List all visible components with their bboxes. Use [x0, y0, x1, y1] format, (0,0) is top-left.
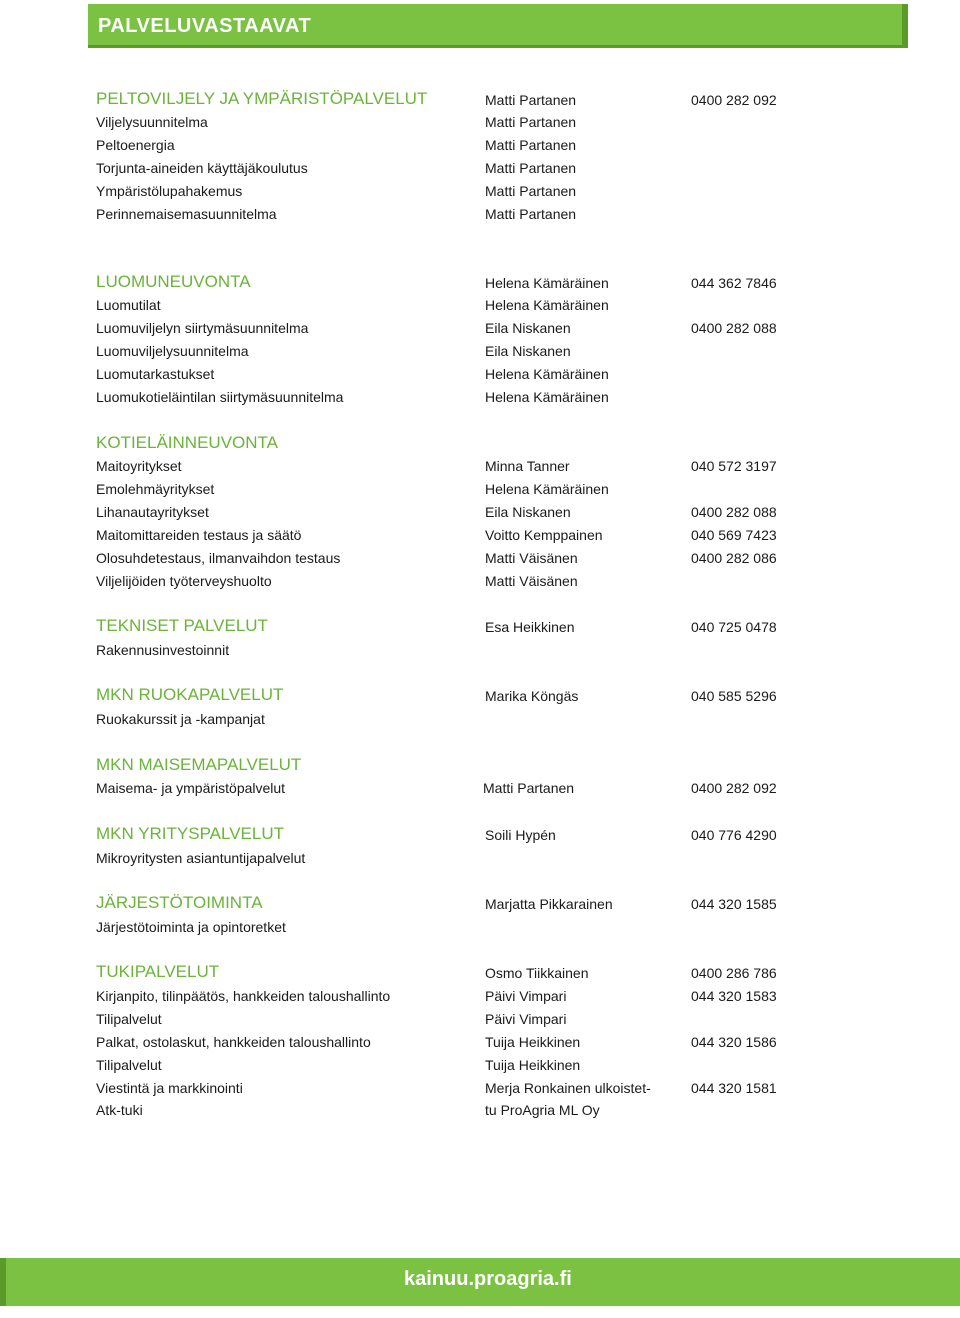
service-name: Viljelijöiden työterveyshuolto: [96, 573, 272, 589]
service-name: Emolehmäyritykset: [96, 481, 215, 497]
contact-person: Matti Partanen: [485, 183, 577, 199]
footer-url: kainuu.proagria.fi: [404, 1268, 572, 1290]
service-row: [0, 550, 960, 572]
service-row: [0, 711, 960, 733]
contact-person: Marjatta Pikkarainen: [485, 896, 613, 912]
contact-person: Matti Väisänen: [485, 550, 578, 566]
contact-person: Matti Partanen: [485, 206, 577, 222]
service-row: [0, 504, 960, 526]
service-row: [0, 1102, 960, 1124]
section-heading-row: [0, 755, 960, 780]
service-name: Viljelysuunnitelma: [96, 114, 208, 130]
contact-person: Matti Partanen: [483, 780, 575, 796]
phone-number: 044 362 7846: [691, 275, 777, 291]
section-title: TUKIPALVELUT: [96, 962, 220, 981]
phone-number: 0400 282 092: [691, 92, 777, 108]
service-row: [0, 850, 960, 872]
phone-number: 040 572 3197: [691, 458, 777, 474]
service-name: Järjestötoiminta ja opintoretket: [96, 919, 286, 935]
section-heading-row: [0, 433, 960, 458]
service-name: Luomuviljelysuunnitelma: [96, 343, 249, 359]
service-name: Kirjanpito, tilinpäätös, hankkeiden taloushallinto: [96, 988, 391, 1004]
section-title: JÄRJESTÖTOIMINTA: [96, 893, 263, 912]
service-row: [0, 160, 960, 182]
contact-person: Esa Heikkinen: [485, 619, 575, 635]
contact-person: Matti Partanen: [485, 160, 577, 176]
phone-number: 040 569 7423: [691, 527, 777, 543]
contact-person: tu ProAgria ML Oy: [485, 1102, 600, 1118]
service-row: [0, 114, 960, 136]
service-name: Maisema- ja ympäristöpalvelut: [96, 780, 286, 796]
section-heading-row: [0, 89, 960, 114]
contact-person: Voitto Kemppainen: [485, 527, 603, 543]
service-row: [0, 988, 960, 1010]
service-name: Atk-tuki: [96, 1102, 143, 1118]
service-row: [0, 780, 960, 802]
section-heading-row: [0, 893, 960, 918]
contact-person: Soili Hypén: [485, 827, 556, 843]
service-row: [0, 1011, 960, 1033]
service-row: [0, 320, 960, 342]
contact-person: Merja Ronkainen ulkoistet-: [485, 1080, 651, 1096]
service-name: Peltoenergia: [96, 137, 175, 153]
service-row: [0, 458, 960, 480]
phone-number: 0400 282 088: [691, 320, 777, 336]
service-name: Luomuviljelyn siirtymäsuunnitelma: [96, 320, 309, 336]
service-name: Torjunta-aineiden käyttäjäkoulutus: [96, 160, 308, 176]
service-name: Tilipalvelut: [96, 1057, 162, 1073]
service-name: Rakennusinvestoinnit: [96, 642, 230, 658]
section-title: TEKNISET PALVELUT: [96, 616, 268, 635]
phone-number: 044 320 1583: [691, 988, 777, 1004]
contact-person: Helena Kämäräinen: [485, 481, 609, 497]
service-row: [0, 481, 960, 503]
phone-number: 0400 282 088: [691, 504, 777, 520]
contact-person: Eila Niskanen: [485, 343, 571, 359]
service-name: Luomutarkastukset: [96, 366, 215, 382]
service-name: Luomukotieläintilan siirtymäsuunnitelma: [96, 389, 344, 405]
section-title: PELTOVILJELY JA YMPÄRISTÖPALVELUT: [96, 89, 428, 108]
contact-person: Marika Köngäs: [485, 688, 579, 704]
service-name: Maitoyritykset: [96, 458, 182, 474]
phone-number: 0400 282 092: [691, 780, 777, 796]
service-row: [0, 366, 960, 388]
contact-person: Helena Kämäräinen: [485, 297, 609, 313]
contact-person: Tuija Heikkinen: [485, 1034, 581, 1050]
service-row: [0, 1034, 960, 1056]
phone-number: 040 725 0478: [691, 619, 777, 635]
service-name: Tilipalvelut: [96, 1011, 162, 1027]
section-title: LUOMUNEUVONTA: [96, 272, 251, 291]
service-row: [0, 573, 960, 595]
section-title: KOTIELÄINNEUVONTA: [96, 433, 278, 452]
contact-person: Tuija Heikkinen: [485, 1057, 581, 1073]
contact-person: Osmo Tiikkainen: [485, 965, 589, 981]
contact-person: Matti Väisänen: [485, 573, 578, 589]
section-heading-row: [0, 685, 960, 710]
service-row: [0, 919, 960, 941]
section-heading-row: [0, 962, 960, 987]
service-row: [0, 389, 960, 411]
contact-person: Helena Kämäräinen: [485, 366, 609, 382]
service-name: Mikroyritysten asiantuntijapalvelut: [96, 850, 306, 866]
service-row: [0, 297, 960, 319]
phone-number: 0400 286 786: [691, 965, 777, 981]
service-name: Lihanautayritykset: [96, 504, 209, 520]
service-row: [0, 183, 960, 205]
title-banner: [88, 4, 908, 48]
service-row: [0, 137, 960, 159]
service-row: [0, 1080, 960, 1102]
contact-person: Päivi Vimpari: [485, 1011, 567, 1027]
phone-number: 0400 282 086: [691, 550, 777, 566]
contact-person: Matti Partanen: [485, 92, 577, 108]
page-title: PALVELUVASTAAVAT: [98, 15, 312, 37]
phone-number: 040 776 4290: [691, 827, 777, 843]
service-name: Maitomittareiden testaus ja säätö: [96, 527, 302, 543]
service-name: Viestintä ja markkinointi: [96, 1080, 243, 1096]
contact-person: Päivi Vimpari: [485, 988, 567, 1004]
service-row: [0, 343, 960, 365]
phone-number: 040 585 5296: [691, 688, 777, 704]
service-row: [0, 527, 960, 549]
section-title: MKN RUOKAPALVELUT: [96, 685, 284, 704]
contact-person: Minna Tanner: [485, 458, 570, 474]
section-title: MKN MAISEMAPALVELUT: [96, 755, 302, 774]
contact-person: Eila Niskanen: [485, 320, 571, 336]
service-name: Olosuhdetestaus, ilmanvaihdon testaus: [96, 550, 341, 566]
service-name: Ympäristölupahakemus: [96, 183, 243, 199]
service-name: Palkat, ostolaskut, hankkeiden taloushallinto: [96, 1034, 371, 1050]
service-name: Perinnemaisemasuunnitelma: [96, 206, 277, 222]
phone-number: 044 320 1586: [691, 1034, 777, 1050]
phone-number: 044 320 1585: [691, 896, 777, 912]
service-row: [0, 206, 960, 228]
service-row: [0, 1057, 960, 1079]
service-name: Ruokakurssit ja -kampanjat: [96, 711, 265, 727]
section-heading-row: [0, 824, 960, 849]
section-title: MKN YRITYSPALVELUT: [96, 824, 284, 843]
contact-person: Helena Kämäräinen: [485, 389, 609, 405]
service-row: [0, 642, 960, 664]
section-heading-row: [0, 616, 960, 641]
footer-banner: [0, 1258, 960, 1306]
contact-person: Matti Partanen: [485, 114, 577, 130]
contact-person: Eila Niskanen: [485, 504, 571, 520]
service-name: Luomutilat: [96, 297, 161, 313]
contact-person: Helena Kämäräinen: [485, 275, 609, 291]
contact-person: Matti Partanen: [485, 137, 577, 153]
phone-number: 044 320 1581: [691, 1080, 777, 1096]
section-heading-row: [0, 272, 960, 297]
